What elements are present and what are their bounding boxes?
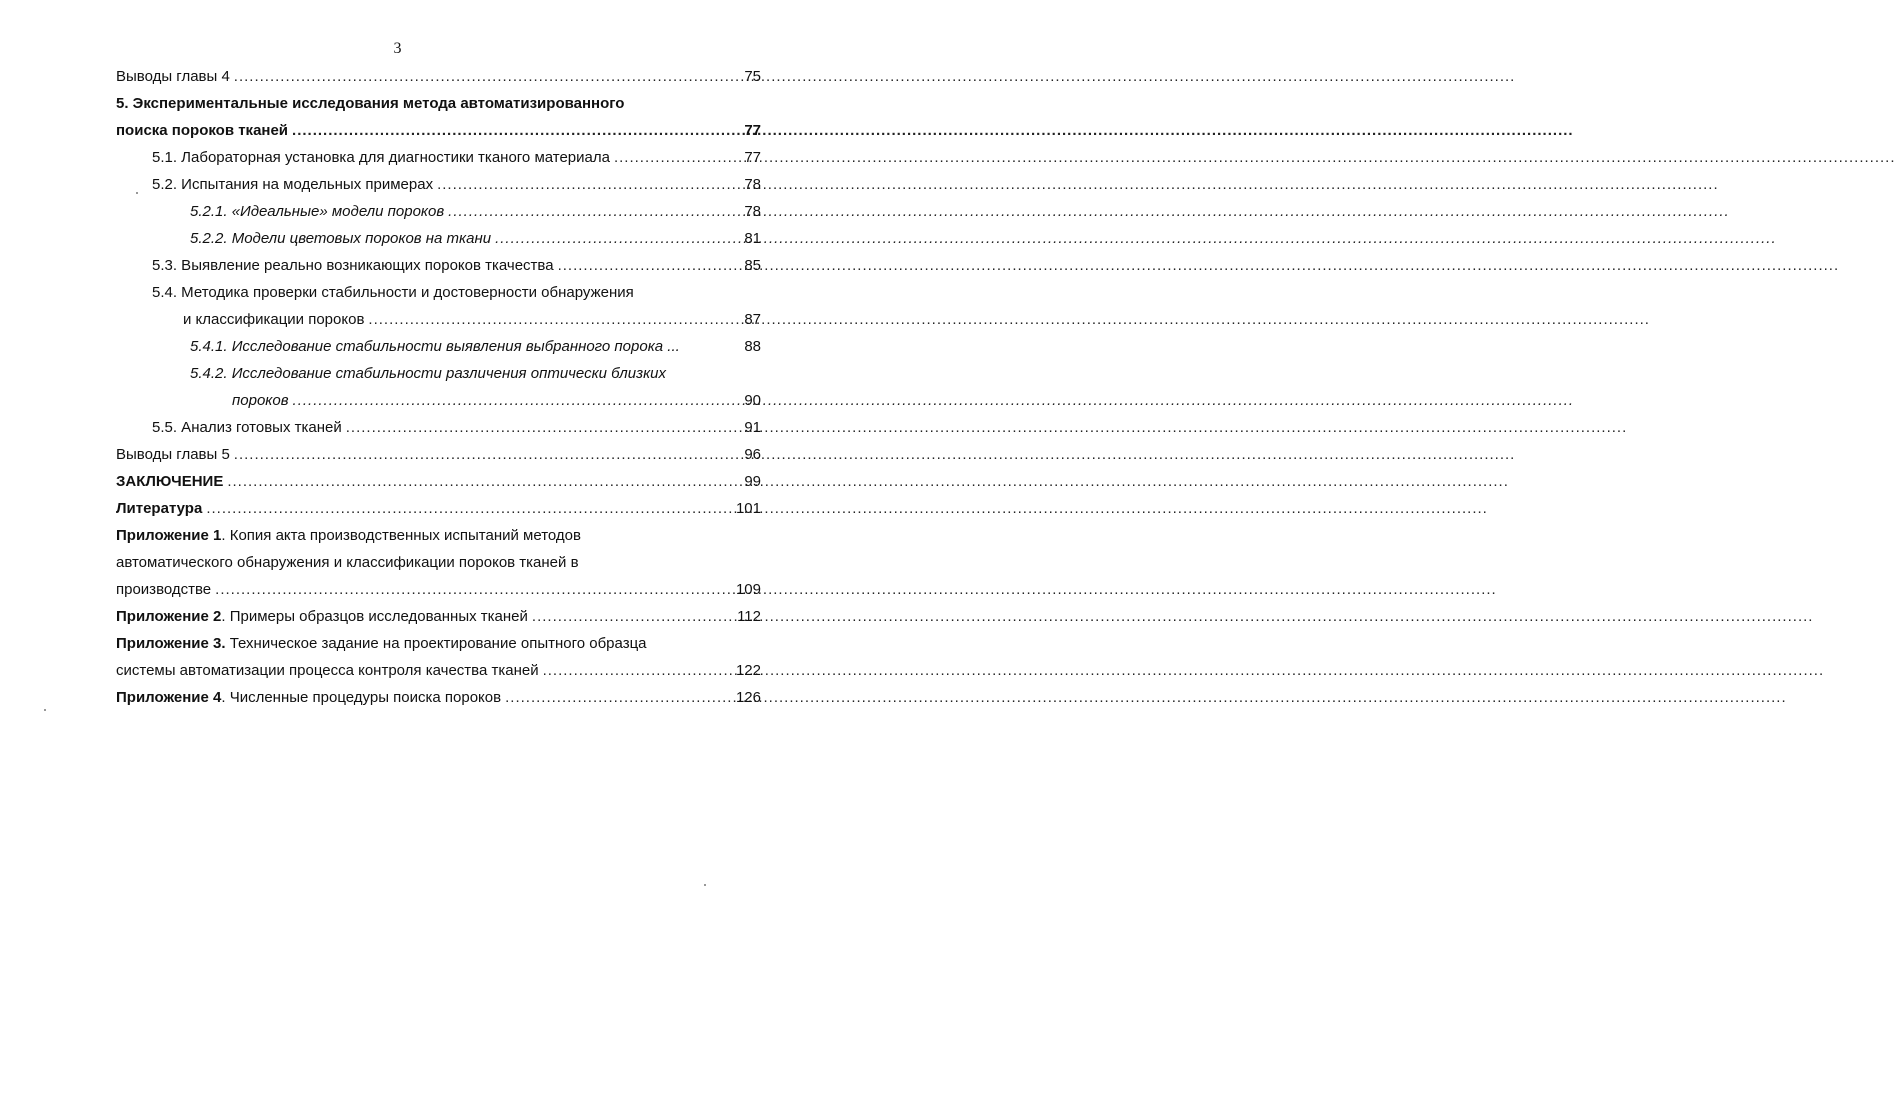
dot-leader — [227, 468, 1509, 495]
dot-leader — [532, 603, 1814, 630]
toc-page: 77 — [744, 149, 761, 166]
toc-entry: ЗАКЛЮЧЕНИЕ ..... 99 — [0, 468, 795, 495]
toc-page: 112 — [737, 608, 761, 625]
dot-leader — [292, 117, 1574, 144]
toc-entry: Приложение 4. Численные процедуры поиска пороков ..... 126 — [0, 684, 795, 711]
dot-leader — [543, 657, 1825, 684]
toc-entry: 5.2. Испытания на модельных примерах ..... 78 — [0, 171, 795, 198]
toc-page: 90 — [744, 392, 761, 409]
dot-leader — [437, 171, 1719, 198]
toc-entry: Выводы главы 5 ..... 96 — [0, 441, 795, 468]
toc-entry: производстве ..... 109 — [0, 576, 795, 603]
dot-leader — [346, 414, 1628, 441]
dot-leader — [614, 144, 1896, 171]
toc-entry: поиска пороков тканей ..... 77 — [0, 117, 795, 144]
toc-entry: Выводы главы 4 ..... 75 — [0, 63, 795, 90]
toc-entry: Приложение 1. Копия акта производственных испытаний методов — [116, 527, 581, 544]
toc-entry: пороков ..... 90 — [0, 387, 795, 414]
toc-entry: Литература ..... 101 — [0, 495, 795, 522]
dot-leader — [495, 225, 1777, 252]
toc-page: 101 — [735, 500, 761, 517]
toc-page: 81 — [744, 230, 761, 247]
toc-page: 109 — [735, 581, 761, 598]
dot-leader — [234, 441, 1516, 468]
scan-speck — [704, 884, 706, 886]
scan-speck — [44, 709, 46, 711]
toc-entry: 5.4. Методика проверки стабильности и достоверности обнаружения — [152, 284, 634, 301]
scan-speck — [136, 192, 138, 194]
toc-page: 77 — [744, 122, 761, 139]
toc-entry: Приложение 3. Техническое задание на проектирование опытного образца — [116, 635, 647, 652]
toc-entry: 5.1. Лабораторная установка для диагностики тканого материала ..... 77 — [0, 144, 795, 171]
toc-page: 96 — [744, 446, 761, 463]
toc-page: 85 — [744, 257, 761, 274]
toc-page: 75 — [744, 68, 761, 85]
dot-leader — [368, 306, 1650, 333]
toc-entry: 5.4.1. Исследование стабильности выявления выбранного порока ... 88 — [0, 333, 795, 360]
dot-leader — [215, 576, 1497, 603]
page-number: 3 — [393, 40, 402, 57]
toc-page: 78 — [744, 203, 761, 220]
toc-page: 88 — [744, 338, 761, 355]
toc-page: 122 — [735, 662, 761, 679]
toc-entry: Приложение 2. Примеры образцов исследованных тканей ..... 112 — [0, 603, 795, 630]
toc-entry: 5.3. Выявление реально возникающих пороков ткачества ..... 85 — [0, 252, 795, 279]
dot-leader — [234, 63, 1516, 90]
toc-entry: 5.2.2. Модели цветовых пороков на ткани ..... 81 — [0, 225, 795, 252]
toc-entry: 5.2.1. «Идеальные» модели пороков ..... 78 — [0, 198, 795, 225]
toc-page: 91 — [744, 419, 761, 436]
toc-entry: системы автоматизации процесса контроля качества тканей ..... 122 — [0, 657, 795, 684]
toc-entry: и классификации пороков ..... 87 — [0, 306, 795, 333]
toc-page: 78 — [744, 176, 761, 193]
toc-page: 126 — [735, 689, 761, 706]
toc-entry: 5. Экспериментальные исследования метода автоматизированного — [116, 95, 625, 112]
toc-page: 87 — [744, 311, 761, 328]
toc-entry: 5.4.2. Исследование стабильности различения оптически близких — [190, 365, 666, 382]
dot-leader — [505, 684, 1787, 711]
toc-entry: автоматического обнаружения и классификации пороков тканей в — [116, 554, 579, 571]
dot-leader — [448, 198, 1730, 225]
toc-entry: 5.5. Анализ готовых тканей ..... 91 — [0, 414, 795, 441]
dot-leader — [206, 495, 1488, 522]
toc-page: 99 — [744, 473, 761, 490]
dot-leader — [293, 387, 1575, 414]
